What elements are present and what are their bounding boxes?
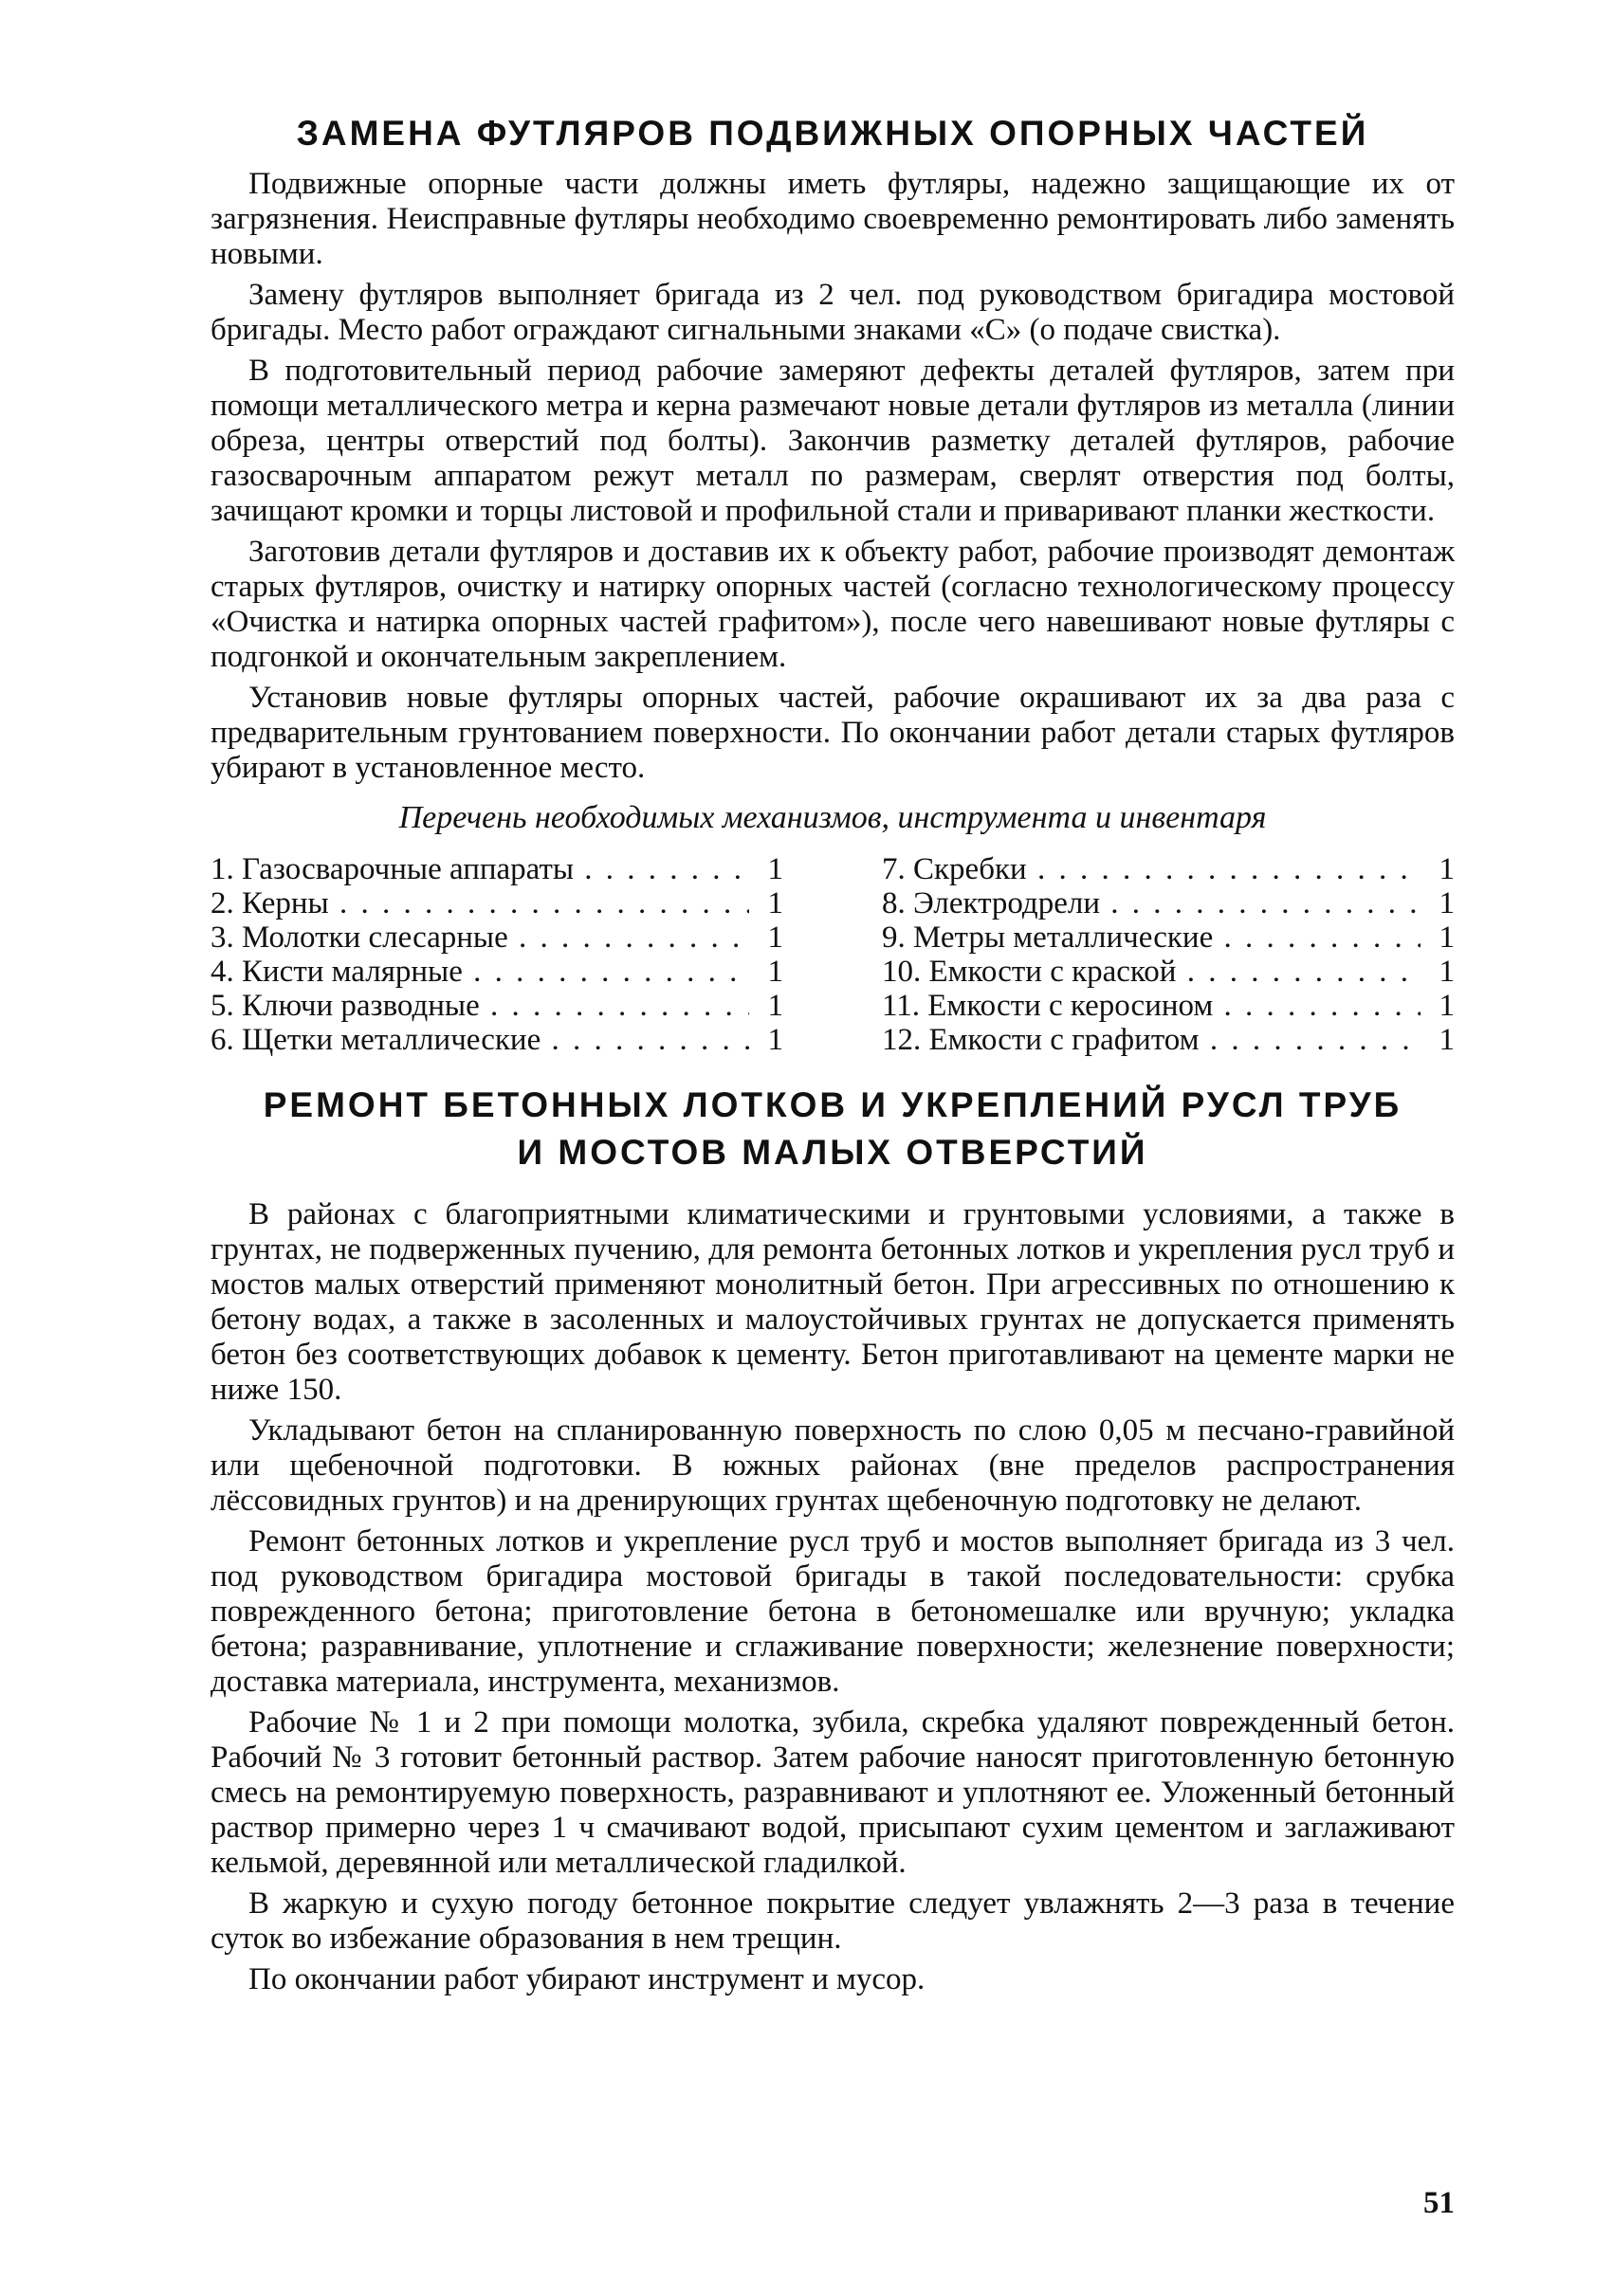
tool-item	[882, 1023, 1455, 1057]
tools-list-left-column	[211, 852, 783, 1057]
tools-list	[211, 852, 1455, 1057]
tool-item-quantity: 1	[1439, 852, 1455, 886]
section-2-paragraph-2: Укладывают бетон на спланированную поверхность по слою 0,05 м песчано-гравийной или щебеночной подготовки. В южных районах (вне пределов распространения лёссовидных грунтов) и на дренирующих грунтах щебеночную подготовку не делают.	[211, 1413, 1455, 1518]
section-2-paragraph-3: Ремонт бетонных лотков и укрепление русл труб и мостов выполняет бригада из 3 чел. под руководством бригадира мостовой бригады в такой последовательности: срубка поврежденного бетона; приготовление бетона в бетономешалке или вручную; укладка бетона; разравнивание, уплотнение и сглаживание поверхности; железнение поверхности; доставка материала, инструмента, механизмов.	[211, 1524, 1455, 1699]
tool-item-name: 1. Газосварочные аппараты . . .	[211, 852, 749, 886]
tool-item	[211, 1023, 783, 1057]
section-2-paragraph-6: По окончании работ убирают инструмент и мусор.	[248, 1962, 926, 1996]
tool-item	[882, 886, 1455, 920]
tool-item-name: 11. Емкости с керосином . . .	[882, 989, 1421, 1023]
tool-item-quantity: 1	[767, 886, 783, 920]
tool-item	[882, 920, 1455, 955]
tool-item-name: 3. Молотки слесарные . . .	[211, 920, 749, 955]
section-1-paragraph-1: Подвижные опорные части должны иметь футляры, надежно защищающие их от загрязнения. Неисправные футляры необходимо своевременно ремонтировать либо заменять новыми.	[211, 167, 1455, 271]
tool-item-name: 6. Щетки металлические . . .	[211, 1023, 749, 1057]
tool-item	[882, 955, 1455, 989]
tool-item-quantity: 1	[767, 852, 783, 886]
section-2-paragraph-1: В районах с благоприятными климатическими и грунтовыми условиями, а также в грунтах, не подверженных пучению, для ремонта бетонных лотков и укрепления русл труб и мостов малых отверстий применяют монолитный бетон. При агрессивных по отношению к бетону водах, а также в засоленных и малоустойчивых грунтах не допускается применять бетон без соответствующих добавок к цементу. Бетон приготавливают на цементе марки не ниже 150.	[211, 1197, 1455, 1407]
tool-item-quantity: 1	[1439, 989, 1455, 1023]
tool-item	[211, 920, 783, 955]
document-page	[211, 110, 1455, 2220]
tool-item	[211, 852, 783, 886]
tool-item-quantity: 1	[767, 920, 783, 955]
tool-item-quantity: 1	[767, 1023, 783, 1057]
tool-item-name: 12. Емкости с графитом . . .	[882, 1023, 1421, 1057]
tool-item-name: 2. Керны . . .	[211, 886, 749, 920]
tool-item	[882, 989, 1455, 1023]
tool-item	[211, 989, 783, 1023]
section-1-paragraph-4: Заготовив детали футляров и доставив их к объекту работ, рабочие производят демонтаж старых футляров, очистку и натирку опорных частей (согласно технологическому процессу «Очистка и натирка опорных частей графитом»), после чего навешивают новые футляры с подгонкой и окончательным закреплением.	[211, 535, 1455, 674]
tool-item-quantity: 1	[767, 989, 783, 1023]
tool-item-quantity: 1	[767, 955, 783, 989]
section-1-paragraph-3: В подготовительный период рабочие замеряют дефекты деталей футляров, затем при помощи металлического метра и керна размечают новые детали футляров из металла (линии обреза, центры отверстий под болты). Закончив разметку деталей футляров, рабочие газосварочным аппаратом режут металл по размерам, сверлят отверстия под болты, зачищают кромки и торцы листовой и профильной стали и приваривают планки жесткости.	[211, 354, 1455, 528]
tools-list-title: Перечень необходимых механизмов, инструмента и инвентаря	[398, 800, 1267, 835]
tool-item-quantity: 1	[1439, 920, 1455, 955]
section-1-paragraph-2: Замену футляров выполняет бригада из 2 чел. под руководством бригадира мостовой бригады. Место работ ограждают сигнальными знаками «С» (о подаче свистка).	[211, 278, 1455, 347]
tools-list-right-column	[882, 852, 1455, 1057]
section-2-paragraph-5: В жаркую и сухую погоду бетонное покрытие следует увлажнять 2—3 раза в течение суток во избежание образования в нем трещин.	[211, 1886, 1455, 1956]
tool-item-name: 4. Кисти малярные . . .	[211, 955, 749, 989]
section-2-title	[211, 1082, 1455, 1176]
tool-item-quantity: 1	[1439, 1023, 1455, 1057]
section-2-paragraph-4: Рабочие № 1 и 2 при помощи молотка, зубила, скребка удаляют поврежденный бетон. Рабочий № 3 готовит бетонный раствор. Затем рабочие наносят приготовленную бетонную смесь на ремонтируемую поверхность, разравнивают и уплотняют ее. Уложенный бетонный раствор примерно через 1 ч смачивают водой, присыпают сухим цементом и заглаживают кельмой, деревянной или металлической гладилкой.	[211, 1705, 1455, 1880]
tool-item-name: 10. Емкости с краской . . .	[882, 955, 1421, 989]
tool-item-quantity: 1	[1439, 886, 1455, 920]
tool-item-name: 8. Электродрели . . .	[882, 886, 1421, 920]
tool-item-name: 5. Ключи разводные . . .	[211, 989, 749, 1023]
tool-item	[211, 886, 783, 920]
tool-item	[882, 852, 1455, 886]
tool-item-name: 9. Метры металлические . . .	[882, 920, 1421, 955]
page-number: 51	[1423, 2186, 1455, 2220]
tool-item-name: 7. Скребки . . .	[882, 852, 1421, 886]
tool-item-quantity: 1	[1439, 955, 1455, 989]
section-1-paragraph-5: Установив новые футляры опорных частей, рабочие окрашивают их за два раза с предварительным грунтованием поверхности. По окончании работ детали старых футляров убирают в установленное место.	[211, 681, 1455, 785]
section-2-title-line-2: И МОСТОВ МАЛЫХ ОТВЕРСТИЙ	[517, 1133, 1148, 1172]
section-1-title: ЗАМЕНА ФУТЛЯРОВ ПОДВИЖНЫХ ОПОРНЫХ ЧАСТЕЙ	[296, 114, 1369, 153]
section-2-title-line-1: РЕМОНТ БЕТОННЫХ ЛОТКОВ И УКРЕПЛЕНИЙ РУСЛ ТРУБ	[263, 1085, 1402, 1124]
tool-item	[211, 955, 783, 989]
